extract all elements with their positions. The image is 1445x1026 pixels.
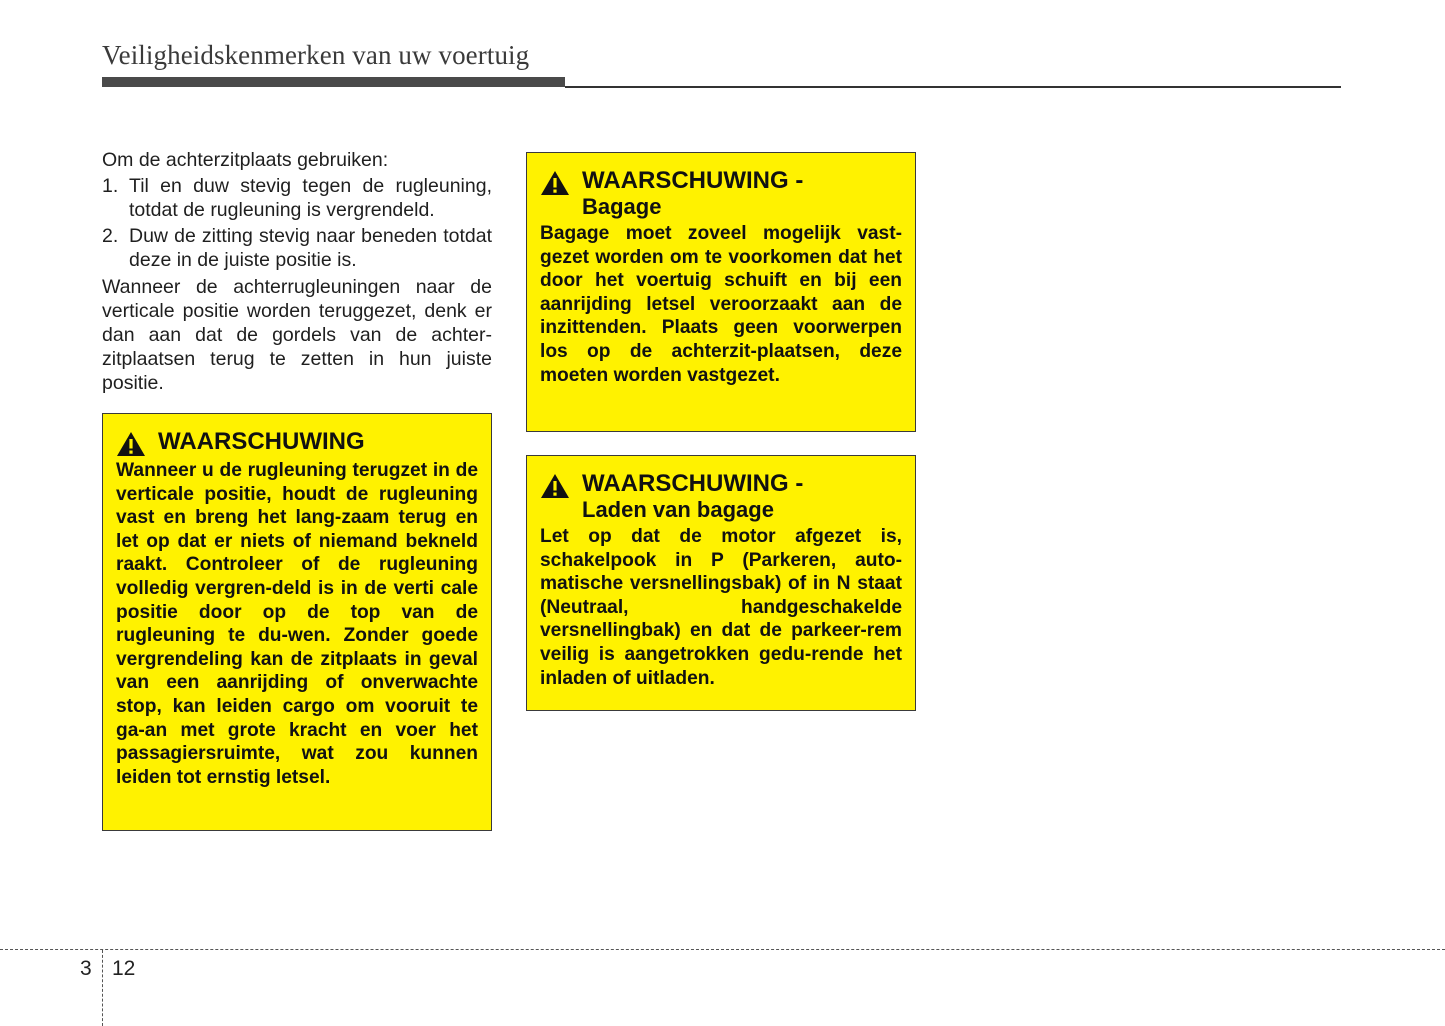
warning-triangle-icon (116, 431, 146, 457)
warning-body: Let op dat de motor afgezet is, schakelpook in P (Parkeren, auto-matische versnellingsbak) of in N staat (Neutraal, handgeschakelde versnellingbak) en dat de parkeer-rem veilig is aangetrokken gedu-rende het inladen of uitladen. (540, 526, 902, 689)
step-text: Duw de zitting stevig naar beneden totdat deze in de juiste positie is. (129, 225, 492, 271)
warning-triangle-icon (540, 170, 570, 196)
warning-subtitle: Laden van bagage (582, 497, 774, 522)
warning-box-rugleuning (102, 413, 492, 831)
steps-list (102, 174, 492, 272)
warning-body: Wanneer u de rugleuning terugzet in de verticale positie, houdt de rugleuning vast en breng het lang-zaam terug en let op dat er niets of niemand bekneld raakt. Controleer of de rugleuning volledig vergren-deld is in de verti cale positie door op de top van de rugleuning te du-wen. Zonder goede vergrendeling kan de zitplaats in geval van een aanrijding of onverwachte stop, kan leiden cargo om vooruit te ga-an met grote kracht en voer het passagiersruimte, wat zou kunnen leiden tot ernstig letsel. (116, 460, 478, 788)
footer-dashed-rule (0, 949, 1445, 950)
step-number: 2. (102, 225, 119, 247)
step-text: Til en duw stevig tegen de rugleuning, totdat de rugleuning is vergrendeld. (129, 175, 492, 221)
instructions-text (102, 148, 492, 395)
step-item (102, 174, 492, 222)
intro-line: Om de achterzitplaats gebruiken: (102, 149, 389, 171)
step-item (102, 224, 492, 272)
page-number: 12 (112, 957, 136, 980)
warning-triangle-icon (540, 473, 570, 499)
header-accent-bar (102, 77, 565, 87)
warning-box-laden-van-bagage (526, 455, 916, 711)
seatbelt-paragraph: Wanneer de achterrugleuningen naar de verticale positie worden teruggezet, denk er dan aan dat de gordels van de achter-zitplaatsen terug te zetten in hun juiste positie. (102, 276, 492, 394)
warning-box-bagage (526, 152, 916, 432)
warning-body: Bagage moet zoveel mogelijk vast-gezet worden om te voorkomen dat het door het voertuig schuift en bij een aanrijding letsel veroorzaakt aan de inzittenden. Plaats geen voorwerpen los op de achterzit-plaatsen, deze moeten worden vastgezet. (540, 223, 902, 386)
footer-dashed-divider (102, 950, 103, 1026)
warning-title: WAARSCHUWING (158, 428, 365, 455)
warning-title: WAARSCHUWING - (582, 470, 804, 497)
warning-title: WAARSCHUWING - (582, 167, 804, 194)
step-number: 1. (102, 175, 119, 197)
warning-header (540, 167, 902, 220)
warning-subtitle: Bagage (582, 194, 662, 219)
chapter-number: 3 (80, 957, 92, 980)
header-rule (565, 86, 1341, 88)
warning-header (540, 470, 902, 523)
page-header-title: Veiligheidskenmerken van uw voertuig (102, 40, 530, 70)
warning-header (116, 428, 478, 457)
